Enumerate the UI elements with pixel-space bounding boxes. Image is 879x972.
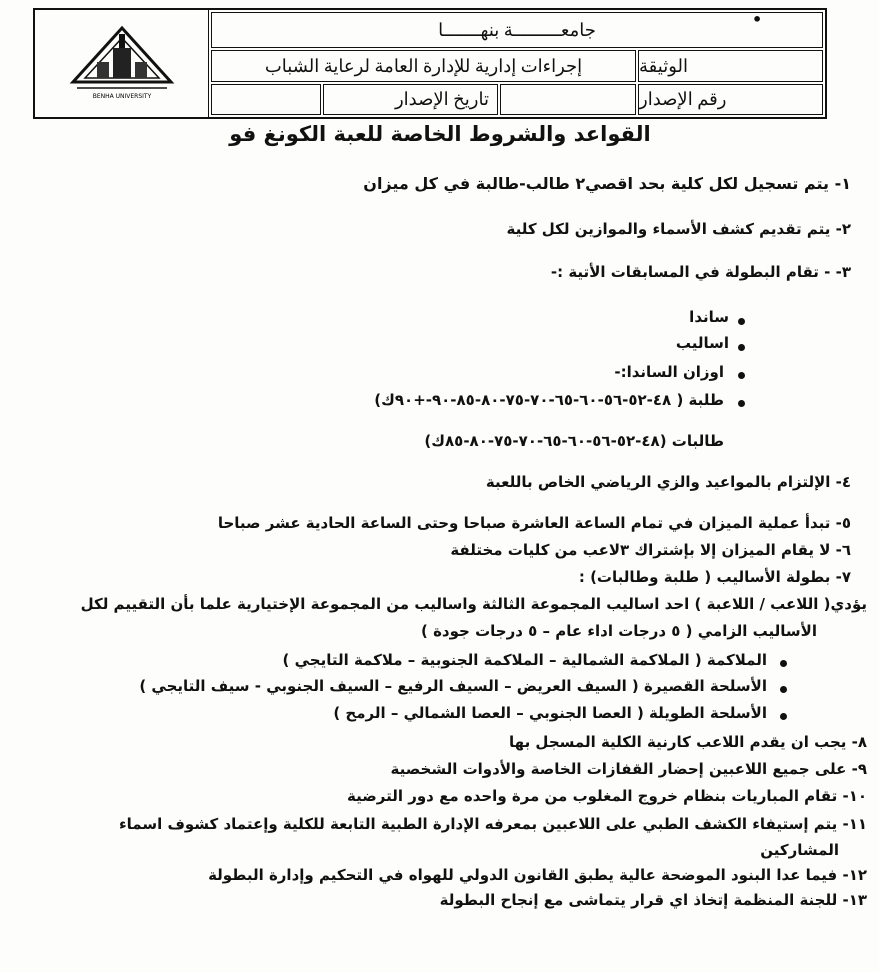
- bullet-dot: [780, 660, 787, 667]
- rule-8: ٨- يجب ان يقدم اللاعب كارنية الكلية المسجل بها: [509, 733, 867, 751]
- rule-7-text-2: الأساليب الزامي ( ٥ درجات اداء عام – ٥ درجات جودة ): [421, 622, 817, 640]
- rule-11-continued: المشاركين: [760, 841, 839, 859]
- rule-5: ٥- تبدأ عملية الميزان في تمام الساعة العاشرة صباحا وحتى الساعة الحادية عشر صباحا: [217, 514, 851, 532]
- issue-date-value: [211, 84, 321, 115]
- list-item: اوزان الساندا:-: [614, 363, 724, 381]
- university-logo-icon: [67, 24, 177, 104]
- rule-3: ٣- - تقام البطولة في المسابقات الأتية :-: [550, 263, 851, 281]
- rule-2: ٢- يتم تقديم كشف الأسماء والموازين لكل كلية: [506, 220, 851, 238]
- rule-10: ١٠- تقام المباريات بنظام خروج المغلوب من مرة واحده مع دور الترضية: [347, 787, 867, 805]
- svg-text:BENHA UNIVERSITY: BENHA UNIVERSITY: [92, 92, 151, 100]
- list-item: ساندا: [689, 308, 729, 326]
- girls-weights: طالبات (٤٨-٥٢-٥٦-٦٠-٦٥-٧٠-٧٥-٨٠-٨٥ك): [424, 432, 724, 450]
- corner-mark: •: [752, 10, 763, 29]
- bullet-dot: [738, 372, 745, 379]
- document-header-table: [33, 8, 827, 119]
- bullet-dot: [780, 686, 787, 693]
- page-title: القواعد والشروط الخاصة للعبة الكونغ فو: [229, 122, 651, 146]
- bullet-dot: [738, 344, 745, 351]
- rule-6: ٦- لا يقام الميزان إلا بإشتراك ٣لاعب من كليات مختلفة: [450, 541, 851, 559]
- university-name: جامعـــــــــة بنهـــــــا: [211, 12, 823, 48]
- bullet-dot: [780, 713, 787, 720]
- issue-number-label: رقم الإصدار: [638, 84, 823, 115]
- list-item: طلبة ( ٤٨-٥٢-٥٦-٦٠-٦٥-٧٠-٧٥-٨٠-٨٥-٩٠-+٩٠ك): [374, 391, 724, 409]
- list-item: الأسلحة القصيرة ( السيف العريض – السيف الرفيع – السيف الجنوبي - سيف التايجي ): [139, 677, 767, 695]
- document-value: إجراءات إدارية للإدارة العامة لرعاية الشباب: [211, 50, 636, 82]
- bullet-dot: [738, 318, 745, 325]
- rule-12: ١٢- فيما عدا البنود الموضحة عالية يطبق القانون الدولي للهواه في التحكيم وإدارة البطولة: [208, 866, 867, 884]
- issue-date-label: تاريخ الإصدار: [323, 84, 498, 115]
- university-logo-cell: [35, 10, 209, 117]
- rule-1: ١- يتم تسجيل لكل كلية بحد اقصي٢ طالب-طالبة في كل ميزان: [363, 174, 851, 193]
- rule-4: ٤- الإلتزام بالمواعيد والزي الرياضي الخاص باللعبة: [485, 473, 851, 491]
- document-label: الوثيقة: [638, 50, 823, 82]
- rule-13: ١٣- للجنة المنظمة إتخاذ اي قرار يتماشى مع إنجاح البطولة: [439, 891, 867, 909]
- rule-11: ١١- يتم إستيفاء الكشف الطبي على اللاعبين بمعرفه الإدارة الطبية التابعة للكلية وإعتماد كشوف اسماء: [118, 815, 867, 833]
- list-item: الأسلحة الطويلة ( العصا الجنوبي – العصا الشمالي – الرمح ): [333, 704, 767, 722]
- issue-number-value: [500, 84, 636, 115]
- list-item: الملاكمة ( الملاكمة الشمالية – الملاكمة الجنوبية – ملاكمة التايجي ): [282, 651, 767, 669]
- bullet-dot: [738, 400, 745, 407]
- rule-7: ٧- بطولة الأساليب ( طلبة وطالبات) :: [578, 568, 851, 586]
- rule-7-text: يؤدي( اللاعب / اللاعبة ) احد اساليب المجموعة الثالثة واساليب من المجموعة الإختيارية علما بأن التقييم لكل: [80, 595, 867, 613]
- rule-9: ٩- على جميع اللاعبين إحضار القفازات الخاصة والأدوات الشخصية: [390, 760, 867, 778]
- list-item: اساليب: [675, 334, 729, 352]
